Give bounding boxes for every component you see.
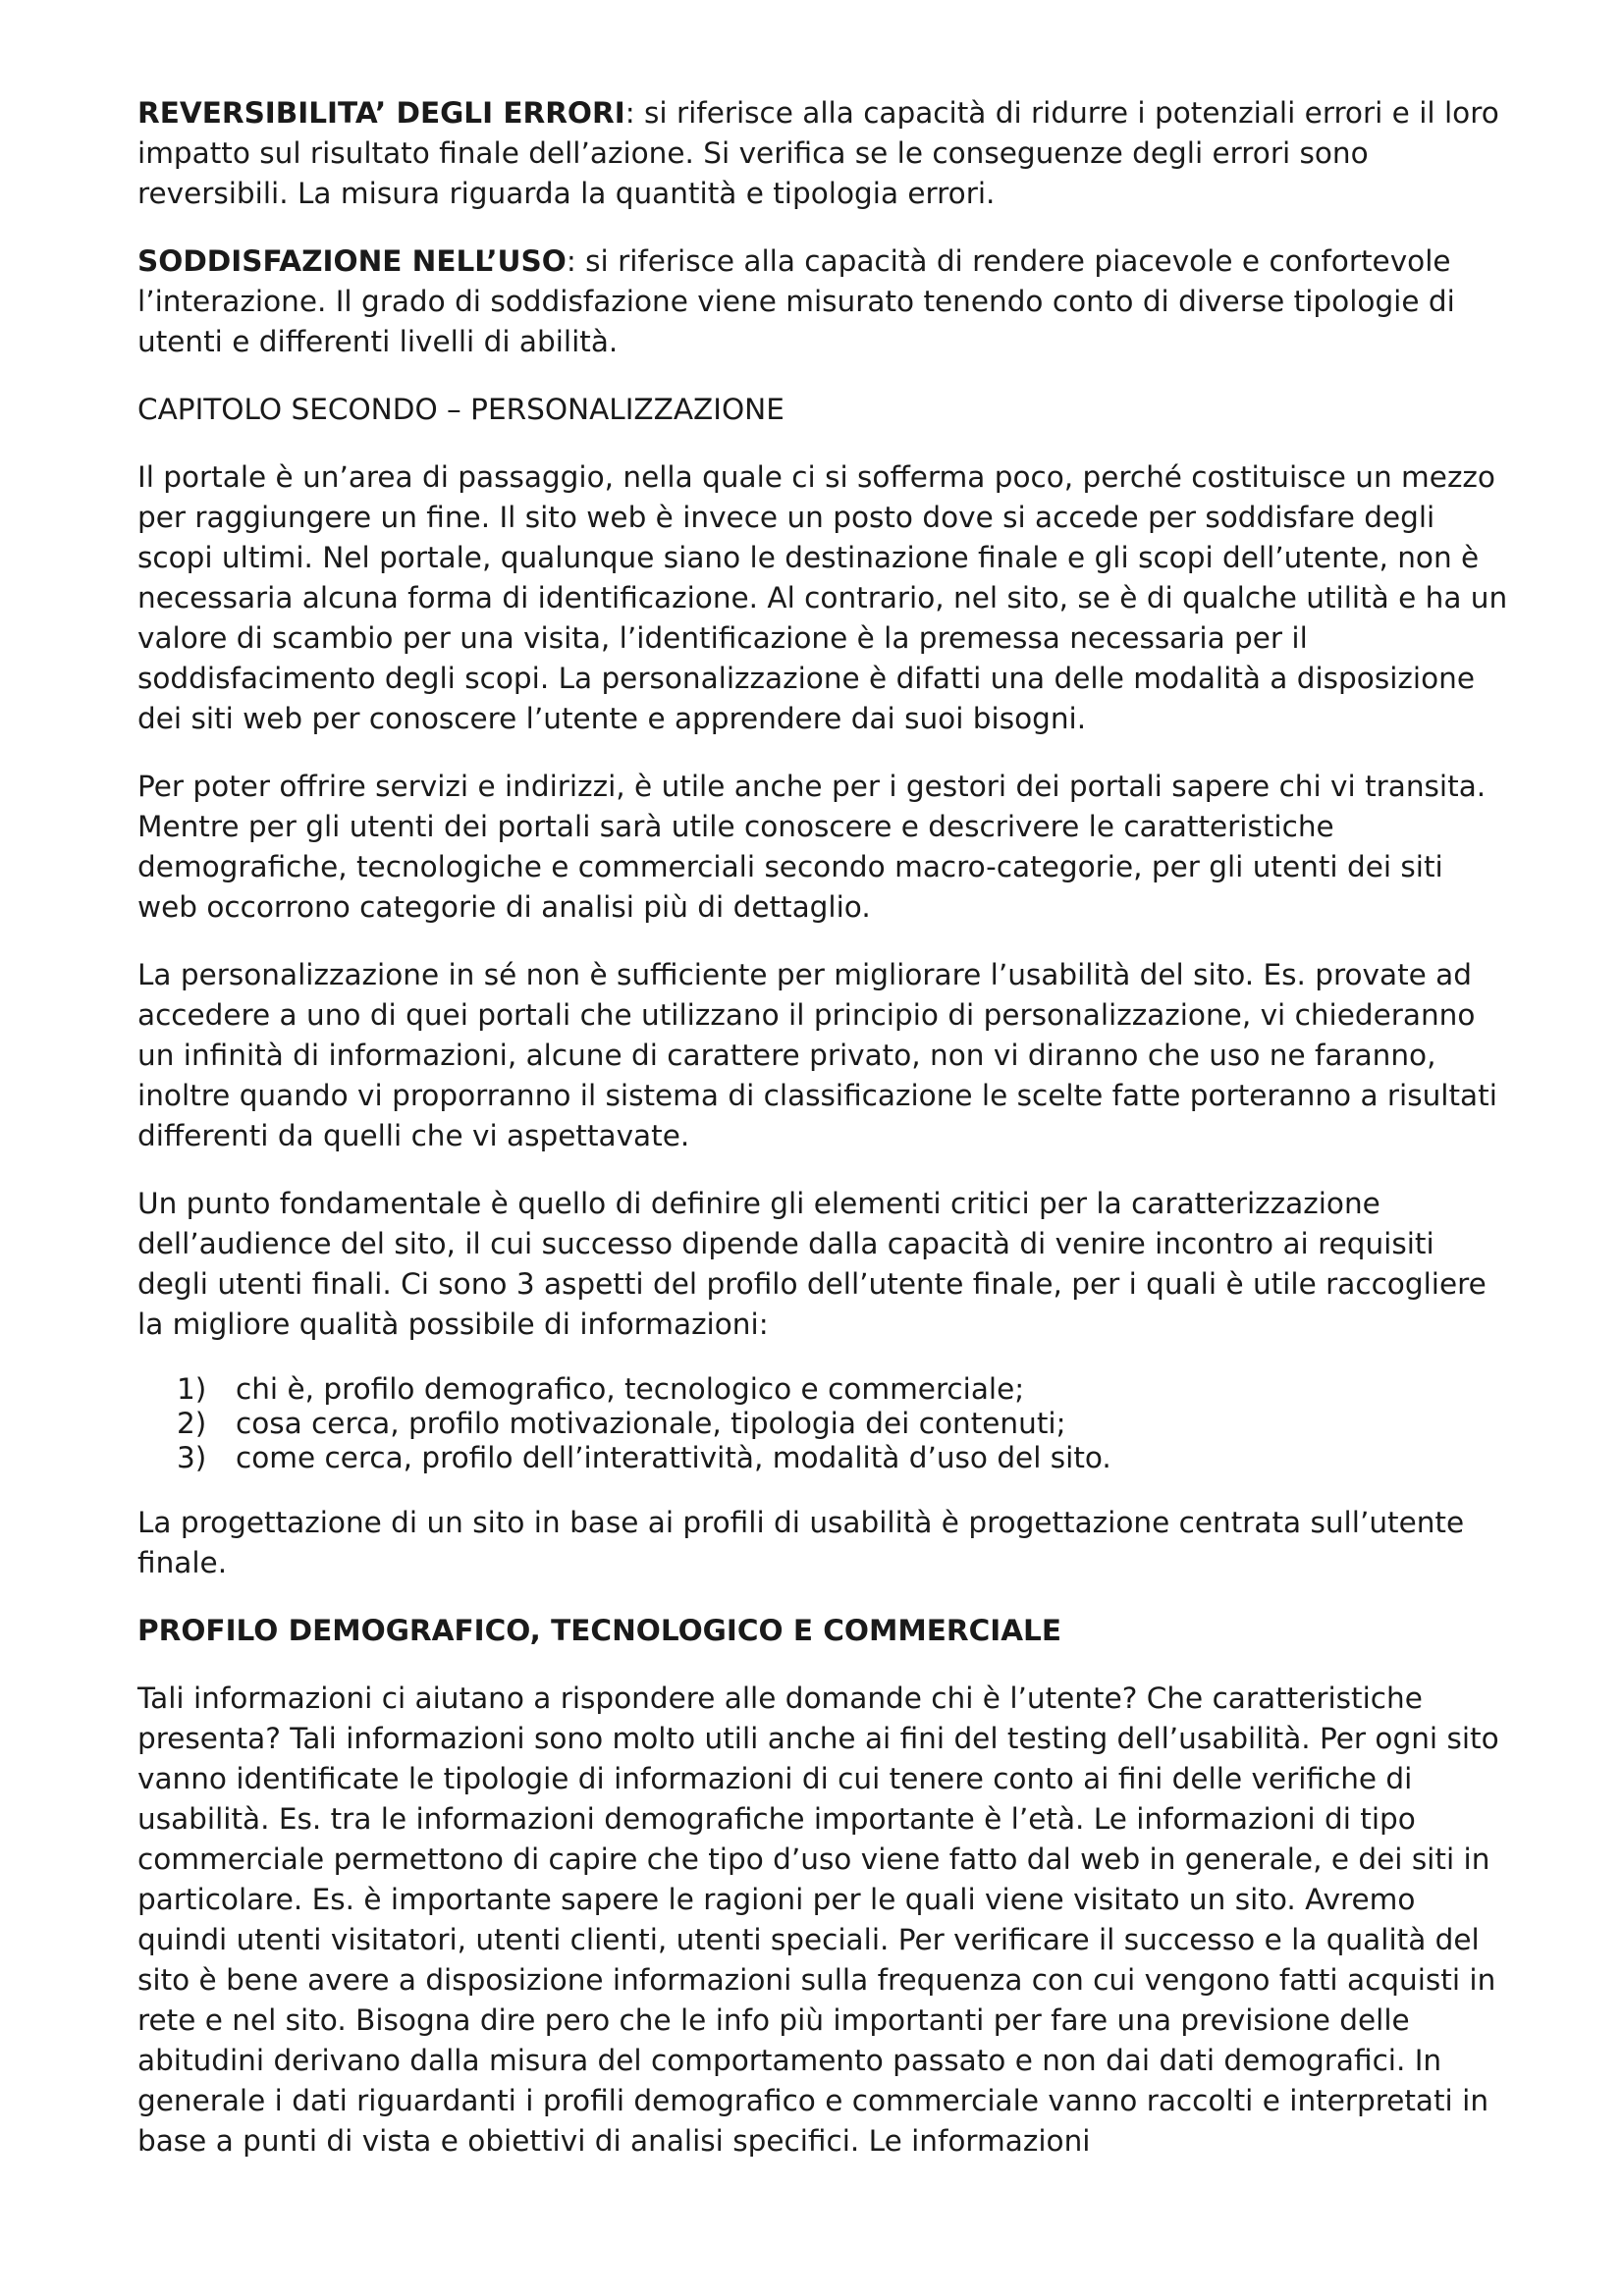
list-item xyxy=(177,1407,1512,1441)
paragraph-reversibilita xyxy=(137,93,1512,214)
paragraph-soddisfazione xyxy=(137,241,1512,362)
list-text: come cerca, profilo dell’interattività, modalità d’uso del sito. xyxy=(236,1441,1111,1474)
term-soddisfazione: SODDISFAZIONE NELL’USO xyxy=(137,244,567,278)
list-text: cosa cerca, profilo motivazionale, tipologia dei contenuti; xyxy=(236,1407,1066,1440)
page-content xyxy=(137,93,1512,2189)
definition-text: : si riferisce alla capacità di rendere piacevole e confortevole l’interazione. Il grado di soddisfazione viene misurato tenendo conto di diverse tipologie di utenti e differenti livelli di abilità. xyxy=(137,244,1455,358)
body-paragraph: La progettazione di un sito in base ai profili di usabilità è progettazione centrata sull’utente finale. xyxy=(137,1506,1465,1579)
body-paragraph: Il portale è un’area di passaggio, nella quale ci si sofferma poco, perché costituisce un mezzo per raggiungere un fine. Il sito web è invece un posto dove si accede per soddisfare degli scopi ultimi. Nel portale, qualunque siano le destinazione finale e gli scopi dell’utente, non è necessaria alcuna forma di identificazione. Al contrario, nel sito, se è di qualche utilità e ha un valore di scambio per una visita, l’identificazione è la premessa necessaria per il soddisfacimento degli scopi. La personalizzazione è difatti una delle modalità a disposizione dei siti web per conoscere l’utente e apprendere dai suoi bisogni. xyxy=(137,460,1508,735)
aspects-list xyxy=(137,1372,1512,1475)
list-item xyxy=(177,1441,1512,1475)
list-number: 1) xyxy=(177,1372,207,1406)
definition-text: : si riferisce alla capacità di ridurre i potenziali errori e il loro impatto sul risultato finale dell’azione. Si verifica se le conseguenze degli errori sono reversibili. La misura riguarda la quantità e tipologia errori. xyxy=(137,96,1499,210)
chapter-title: CAPITOLO SECONDO – PERSONALIZZAZIONE xyxy=(137,393,784,426)
section-heading: PROFILO DEMOGRAFICO, TECNOLOGICO E COMMERCIALE xyxy=(137,1614,1061,1647)
list-number: 2) xyxy=(177,1407,207,1440)
list-text: chi è, profilo demografico, tecnologico e commerciale; xyxy=(236,1372,1025,1406)
body-paragraph: Tali informazioni ci aiutano a rispondere alle domande chi è l’utente? Che caratteristiche presenta? Tali informazioni sono molto utili anche ai fini del testing dell’usabilità. Per ogni sito vanno identificate le tipologie di informazioni di cui tenere conto ai fini delle verifiche di usabilità. Es. tra le informazioni demografiche importante è l’età. Le informazioni di tipo commerciale permettono di capire che tipo d’uso viene fatto dal web in generale, e dei siti in particolare. Es. è importante sapere le ragioni per le quali viene visitato un sito. Avremo quindi utenti visitatori, utenti clienti, utenti speciali. Per verificare il successo e la qualità del sito è bene avere a disposizione informazioni sulla frequenza con cui vengono fatti acquisti in rete e nel sito. Bisogna dire pero che le info più importanti per fare una previsione delle abitudini derivano dalla misura del comportamento passato e non dai dati demografici. In generale i dati riguardanti i profili demografico e commerciale vanno raccolti e interpretati in base a punti di vista e obiettivi di analisi specifici. Le informazioni xyxy=(137,1682,1499,2158)
list-item xyxy=(177,1372,1512,1407)
body-paragraph: Un punto fondamentale è quello di definire gli elementi critici per la caratterizzazione dell’audience del sito, il cui successo dipende dalla capacità di venire incontro ai requisiti degli utenti finali. Ci sono 3 aspetti del profilo dell’utente finale, per i quali è utile raccogliere la migliore qualità possibile di informazioni: xyxy=(137,1187,1487,1341)
term-reversibilita: REVERSIBILITA’ DEGLI ERRORI xyxy=(137,96,625,130)
list-number: 3) xyxy=(177,1441,207,1474)
body-paragraph: Per poter offrire servizi e indirizzi, è utile anche per i gestori dei portali sapere chi vi transita. Mentre per gli utenti dei portali sarà utile conoscere e descrivere le caratteristiche demografiche, tecnologiche e commerciali secondo macro-categorie, per gli utenti dei siti web occorrono categorie di analisi più di dettaglio. xyxy=(137,770,1487,924)
body-paragraph: La personalizzazione in sé non è sufficiente per migliorare l’usabilità del sito. Es. provate ad accedere a uno di quei portali che utilizzano il principio di personalizzazione, vi chiederanno un infinità di informazioni, alcune di carattere privato, non vi diranno che uso ne faranno, inoltre quando vi proporranno il sistema di classificazione le scelte fatte porteranno a risultati differenti da quelli che vi aspettavate. xyxy=(137,958,1497,1152)
